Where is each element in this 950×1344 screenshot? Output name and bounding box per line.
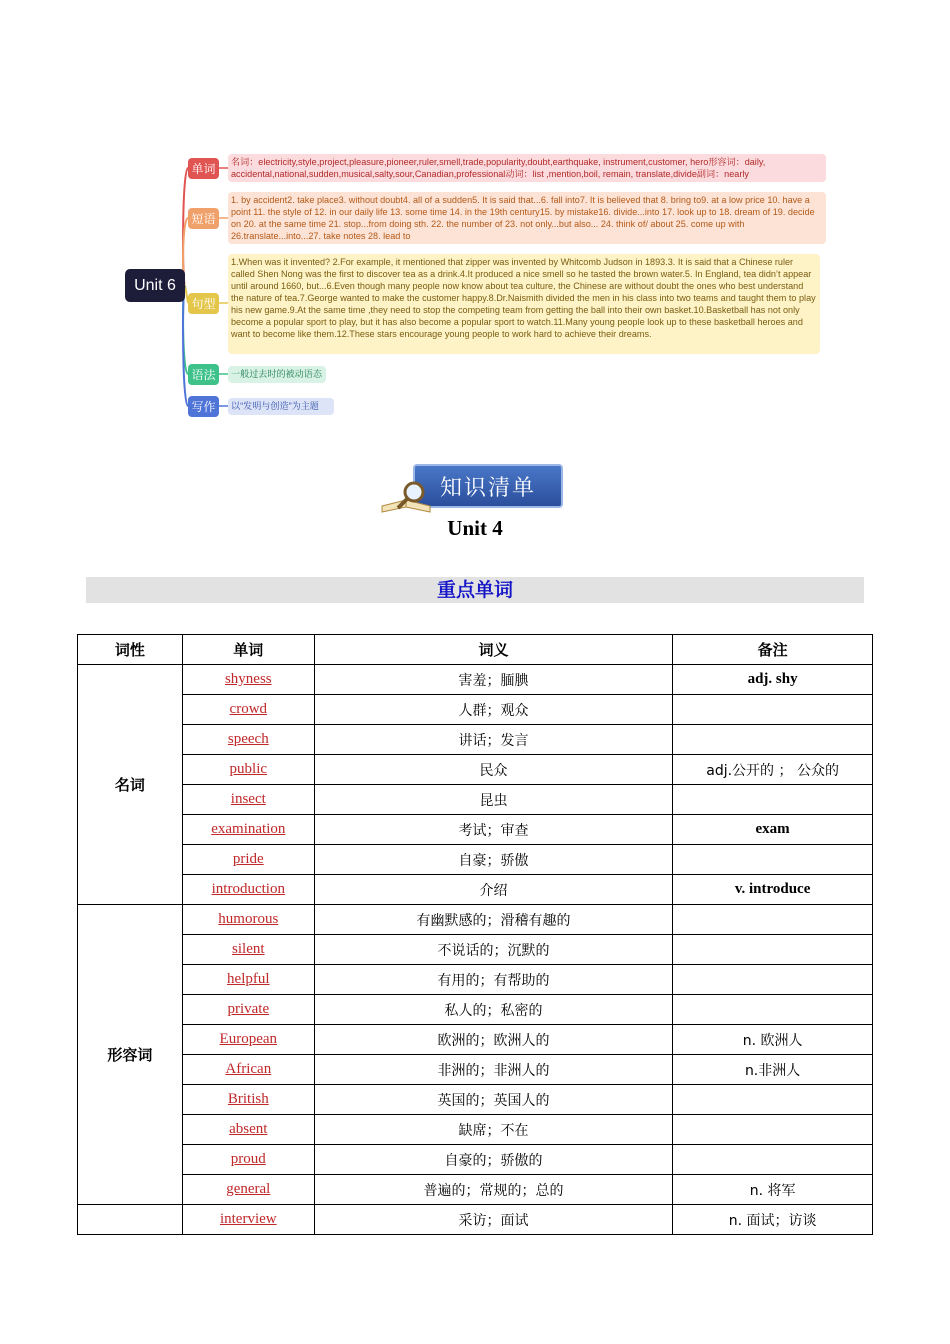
header-word: 单词 [182,635,314,665]
meaning-cell: 害羞；腼腆 [314,665,672,695]
word-link[interactable]: private [227,1001,270,1017]
note-cell [673,995,873,1025]
table-row [78,935,873,965]
word-link[interactable]: helpful [227,971,270,987]
knowledge-list-badge [378,462,568,517]
badge-label: 知识清单 [413,464,563,508]
pos-cell: 形容词 [78,905,183,1205]
note-cell: adj. shy [673,665,873,695]
section-title: 重点单词 [86,577,864,603]
mind-map-root: Unit 6 [125,269,185,302]
table-row [78,1115,873,1145]
word-link[interactable]: introduction [211,881,285,897]
word-cell [182,1055,314,1085]
meaning-cell: 欧洲的；欧洲人的 [314,1025,672,1055]
word-link[interactable]: public [229,761,268,777]
unit-title: Unit 4 [447,516,503,540]
note-cell [673,695,873,725]
book-magnifier-icon [378,480,438,516]
word-cell [182,935,314,965]
meaning-cell: 缺席；不在 [314,1115,672,1145]
note-cell [673,905,873,935]
meaning-cell: 自豪的；骄傲的 [314,1145,672,1175]
table-row [78,695,873,725]
header-meaning: 词义 [314,635,672,665]
word-cell [182,995,314,1025]
header-note: 备注 [673,635,873,665]
word-cell [182,1175,314,1205]
meaning-cell: 不说话的；沉默的 [314,935,672,965]
note-cell: n.非洲人 [673,1055,873,1085]
table-row [78,995,873,1025]
branch-tag-sentences: 句型 [188,293,219,314]
word-link[interactable]: shyness [224,671,272,687]
meaning-cell: 昆虫 [314,785,672,815]
word-cell [182,665,314,695]
table-row [78,845,873,875]
word-cell [182,1085,314,1115]
word-link[interactable]: pride [232,851,264,867]
word-link[interactable]: proud [230,1151,266,1167]
word-cell [182,845,314,875]
branch-box-grammar: 一般过去时的被动语态 [228,366,326,383]
table-row [78,1205,873,1235]
meaning-cell: 民众 [314,755,672,785]
table-row [78,905,873,935]
word-cell [182,1115,314,1145]
branch-tag-grammar: 语法 [188,364,219,385]
branch-tag-phrases: 短语 [188,208,219,229]
meaning-cell: 讲话；发言 [314,725,672,755]
word-cell [182,755,314,785]
meaning-cell: 普遍的；常规的；总的 [314,1175,672,1205]
word-link[interactable]: humorous [218,911,279,927]
word-cell [182,785,314,815]
word-cell [182,1205,314,1235]
word-cell [182,1145,314,1175]
branch-tag-writing: 写作 [188,396,219,417]
table-row [78,1055,873,1085]
table-row [78,1085,873,1115]
word-link[interactable]: African [225,1061,272,1077]
word-cell [182,875,314,905]
table-row [78,755,873,785]
meaning-cell: 有用的；有帮助的 [314,965,672,995]
pos-cell [78,1205,183,1235]
word-cell [182,905,314,935]
word-link[interactable]: interview [219,1211,277,1227]
meaning-cell: 采访；面试 [314,1205,672,1235]
table-row [78,1025,873,1055]
note-cell [673,725,873,755]
word-link[interactable]: speech [227,731,269,747]
note-cell: exam [673,815,873,845]
note-cell [673,1085,873,1115]
note-cell: adj.公开的 ； 公众的 [673,755,873,785]
mind-map [120,150,840,425]
note-cell: n. 将军 [673,1175,873,1205]
note-cell: n. 面试；访谈 [673,1205,873,1235]
word-cell [182,725,314,755]
table-row [78,725,873,755]
meaning-cell: 考试；审查 [314,815,672,845]
meaning-cell: 有幽默感的；滑稽有趣的 [314,905,672,935]
table-row [78,1175,873,1205]
word-link[interactable]: British [227,1091,269,1107]
meaning-cell: 介绍 [314,875,672,905]
word-cell [182,695,314,725]
meaning-cell: 私人的；私密的 [314,995,672,1025]
word-link[interactable]: general [226,1181,271,1197]
branch-box-writing: 以“发明与创造”为主题 [228,398,334,415]
table-row [78,875,873,905]
table-row [78,965,873,995]
note-cell: n. 欧洲人 [673,1025,873,1055]
word-link[interactable]: European [219,1031,278,1047]
branch-box-words: 名词：electricity,style,project,pleasure,pioneer,ruler,smell,trade,popularity,doubt,earthquake, instrument,customer, hero形容词：daily, accidental,national,sudden,musical,salty,sour,Canadian,professional动词：list ,mention,boil, remain, translate,divide副词：nearly [228,154,826,182]
word-link[interactable]: crowd [229,701,268,717]
meaning-cell: 人群；观众 [314,695,672,725]
word-link[interactable]: examination [211,821,286,837]
note-cell [673,965,873,995]
word-cell [182,965,314,995]
table-row [78,815,873,845]
vocab-table [77,634,873,1235]
word-cell [182,815,314,845]
note-cell: v. introduce [673,875,873,905]
pos-cell: 名词 [78,665,183,905]
note-cell [673,845,873,875]
meaning-cell: 自豪；骄傲 [314,845,672,875]
note-cell [673,1145,873,1175]
word-link[interactable]: silent [232,941,265,957]
table-row [78,785,873,815]
word-link[interactable]: absent [229,1121,268,1137]
note-cell [673,1115,873,1145]
branch-box-sentences: 1.When was it invented? 2.For example, it mentioned that zipper was invented by Whitcomb Judson in 1893.3. It is said that a Chinese ruler called Shen Nong was the first to discover tea as a drink.4.It produced a nice smell so he tasted the brown water.5. In England, tea didn’t appear until around 1660, but...6.Even though many people now know about tea culture, the Chinese are without doubt the ones who best understand the nature of tea.7.George wanted to make the customer happy.8.Dr.Naismith divided the men in his class into two teams and taught them to play his new game.9.At the same time ,they need to stop the competing team from getting the ball into their own basket.10.Basketball has not only become a popular sport to play, but it has also become a popular sport to watch.11.Many young people look up to these basketball heroes and want to become like them.12.These stars encourage young people to work hard to achieve their dreams. [228,254,820,354]
word-cell [182,1025,314,1055]
table-row [78,665,873,695]
table-header-row [78,635,873,665]
meaning-cell: 英国的；英国人的 [314,1085,672,1115]
table-row [78,1145,873,1175]
header-pos: 词性 [78,635,183,665]
branch-tag-words: 单词 [188,158,219,179]
table-body [78,665,873,1235]
meaning-cell: 非洲的；非洲人的 [314,1055,672,1085]
word-link[interactable]: insect [230,791,266,807]
branch-box-phrases: 1. by accident2. take place3. without doubt4. all of a sudden5. It is said that...6. fall into7. It is believed that 8. bring to9. at a low price 10. have a point 11. the style of 12. in our daily life 13. some time 14. in the 19th century15. by mistake16. divide...into 17. look up to 18. dream of 19. decide on 20. at the same time 21. stop...from doing sth. 22. the number of 23. not only...but also... 24. think of/ about 25. come up with 26.translate...into...27. take notes 28. lead to [228,192,826,244]
note-cell [673,785,873,815]
note-cell [673,935,873,965]
